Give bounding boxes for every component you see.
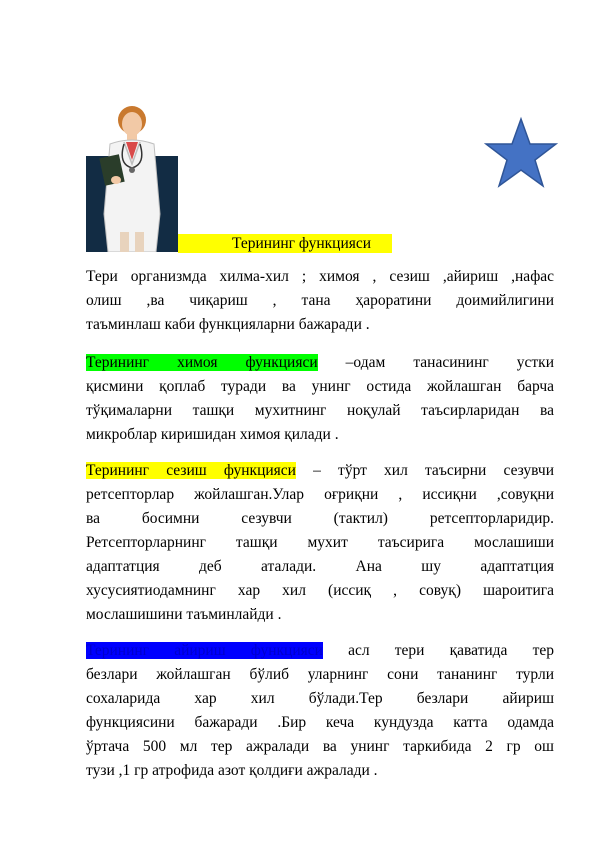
text-line: функциясини бажаради .Бир кеча кундузда катта одамда	[86, 714, 554, 731]
doctor-clipart-icon	[86, 104, 178, 252]
text-segment: – тўрт хил таъсирни сезувчи	[295, 462, 555, 479]
text-line: микроблар киришидан химоя қилади .	[86, 426, 339, 443]
text-line: қисмини қоплаб туради ва унинг остида жойлашган барча	[86, 378, 554, 395]
text-line: Ретсепторларнинг ташқи мухит таъсирига мослашиши	[86, 534, 554, 551]
text-line: адаптатция деб аталади. Ана шу адаптатция	[86, 558, 554, 575]
paragraph-protection	[86, 351, 554, 447]
highlighted-term: Терининг химоя функцияси	[86, 354, 318, 371]
text-line	[86, 639, 554, 663]
text-line: хусусиятиодамнинг хар хил (иссиқ , совуқ) шароитига	[86, 582, 554, 599]
text-line: сохаларида хар хил бўлади.Тер безлари айириш	[86, 690, 554, 707]
text-line: ўртача 500 мл тер ажралади ва унинг таркибида 2 гр ош	[86, 738, 554, 755]
text-segment: –одам танасининг устки	[317, 354, 555, 371]
text-segment: асл тери қаватида тер	[322, 642, 554, 659]
paragraph-intro	[86, 265, 554, 337]
text-line: таъминлаш каби функцияларни бажаради .	[86, 316, 370, 333]
text-line: олиш ,ва чиқариш , тана ҳароратини доимийлигини	[86, 292, 554, 309]
text-line	[86, 459, 554, 483]
text-line: Тери организмда хилма-хил ; химоя , сезиш ,айириш ,нафас	[86, 268, 554, 285]
text-line: тузи ,1 гр атрофида азот қолдиғи ажралади .	[86, 762, 378, 779]
paragraph-excretory	[86, 639, 554, 783]
paragraph-sensory	[86, 459, 554, 627]
highlighted-term: Терининг сезиш функцияси	[86, 462, 296, 479]
star-icon	[484, 116, 558, 190]
highlighted-term: Терининг айириш функцияси	[86, 642, 323, 659]
text-line: ва босимни сезувчи (тактил) ретсепторларидир.	[86, 510, 554, 527]
text-line: мослашишини таъминлайди .	[86, 606, 282, 623]
text-line	[86, 351, 554, 375]
text-line: безлари жойлашган бўлиб уларнинг сони тананинг турли	[86, 666, 554, 683]
text-line: тўқималарни ташқи мухитнинг ноқулай таъсирларидан ва	[86, 402, 554, 419]
text-line: ретсепторлар жойлашган.Улар оғриқни , иссиқни ,совуқни	[86, 486, 554, 503]
page-title: Терининг функцияси	[232, 235, 372, 252]
